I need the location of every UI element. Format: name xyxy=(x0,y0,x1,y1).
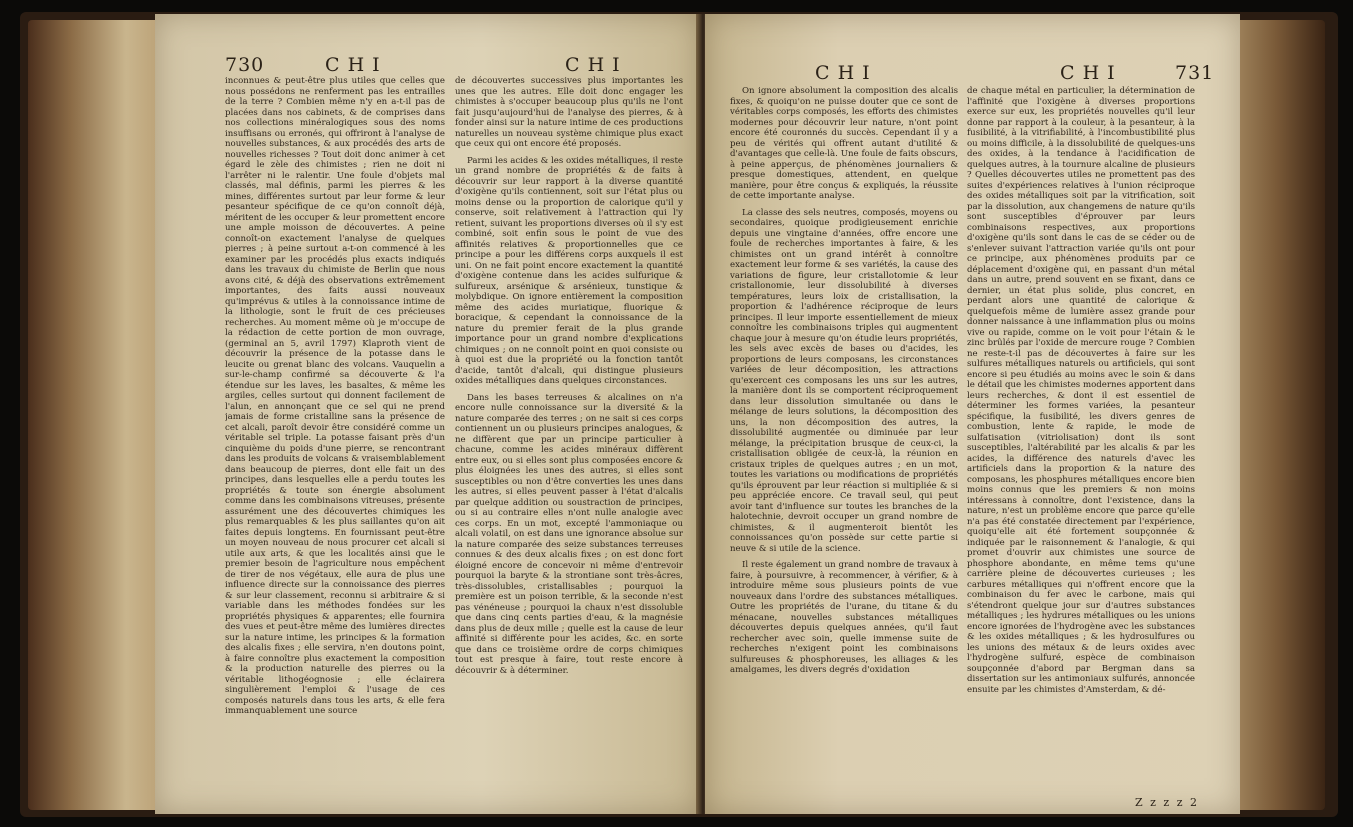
page-number-left: 730 xyxy=(225,54,265,76)
paragraph: inconnues & peut-être plus utiles que celles que nous possédons ne renferment pas les entrailles de la terre ? Combien même n'y en a-t-il pas de placées dans nos cabinets, & de comprises dans nos collections minéralogiques sous des noms insuffisans ou erronés, qui offriront à l'analyse de nouvelles substances, & aux procédés des arts de nouvelles richesses ? Tout doit donc animer à cet égard le zèle des chimistes ; rien ne doit ni l'arrêter ni le ralentir. Une foule d'objets mal classés, mal définis, parmi les pierres & les mines, différentes surtout par leur forme & leur pesanteur spécifique de ce qu'on connoît déjà, méritent de les occuper & leur promettent encore une ample moisson de découvertes. A peine connoît-on exactement l'analyse de quelques pierres ; à peine surtout a-t-on commencé à les examiner par les procédés plus exacts indiqués dans les travaux du chimiste de Berlin que nous avons cité, & déjà des observations extrêmement importantes, des faits aussi nouveaux qu'imprévus & utiles à la connoissance intime de la lithologie, sont le fruit de ces précieuses recherches. Au moment même où je m'occupe de la rédaction de cette portion de mon ouvrage, (germinal an 5, avril 1797) Klaproth vient de découvrir la présence de la potasse dans le leucite ou grenat blanc des volcans. Vauquelin a sur-le-champ confirmé sa découverte & l'a étendue sur les laves, les basaltes, & même les argiles, celles surtout qui donnent facilement de l'alun, en annonçant que ce sel qui ne prend jamais de forme cristalline sans la présence de cet alcali, paroît devoir être considéré comme un véritable sel triple. La potasse faisant près d'un cinquième du poids d'une pierre, se rencontrant dans les produits de volcans & vraisemblablement dans beaucoup de pierres, dont elle fait un des principes, dans lesquelles elle a perdu toutes les propriétés & toute son énergie absolument comme dans les combinaisons vitreuses, présente assurément une des découvertes chimiques les plus remarquables & les plus saillantes qu'on ait faites depuis longtems. En fournissant peut-être un moyen nouveau de nous procurer cet alcali si utile aux arts, & que les localités ainsi que le premier besoin de l'agriculture nous empêchent de tirer de nos végétaux, elle aura de plus une influence directe sur la connoissance des pierres & sur leur classement, reconnu si arbitraire & si variable dans les méthodes fondées sur les propriétés physiques & apparentes; elle fournira des vues et peut-être même des lumières directes sur la nature intime, les principes & la formation des alcalis fixes ; elle servira, n'en doutons point, à faire connoître plus exactement la composition & la production naturelle des pierres ou la véritable lithogéognosie ; elle éclairera singulièrement l'emploi & l'usage de ces composés naturels dans tous les arts, & elle fera immanquablement une source xyxy=(225,76,445,716)
paragraph: Dans les bases terreuses & alcalines on n'a encore nulle connoissance sur la diversité & la nature comparée des terres ; on ne sait si ces corps contiennent un ou plusieurs principes analogues, & ne diffèrent que par un principe particulier à chacune, comme les acides minéraux diffèrent entre eux, ou si elles sont plus composées encore & plus éloignées les unes des autres, si elles sont susceptibles ou non d'être converties les unes dans les autres, si elles peuvent passer à l'état d'alcalis par quelque addition ou soustraction de principes, ou si au contraire elles n'ont nulle analogie avec ces corps. En un mot, excepté l'ammoniaque ou alcali volatil, on est dans une ignorance absolue sur la nature comparée des seize substances terreuses connues & des deux alcalis fixes ; on est donc fort éloigné encore de concevoir ni même d'entrevoir pourquoi la baryte & la strontiane sont très-âcres, très-dissolubles, cristallisables ; pourquoi la première est un poison terrible, & la seconde n'est pas vénéneuse ; pourquoi la chaux n'est dissoluble que dans cinq cents parties d'eau, & la magnésie dans plus de deux mille ; quelle est la cause de leur affinité si différente pour les acides, &c. en sorte que dans ce troisième ordre de corps chimiques tout est presque à faire, tout reste encore à découvrir & à déterminer. xyxy=(455,392,683,676)
left-page-edges xyxy=(28,20,168,810)
paragraph: On ignore absolument la composition des alcalis fixes, & quoiqu'on ne puisse douter que ce sont de véritables corps composés, les efforts des chimistes modernes pour découvrir leur nature, n'ont point encore été couronnés du succès. Cependant il y a peu de vérités qui offrent autant d'utilité & d'avantages que celle-là. Une foule de faits obscurs, à peine apperçus, de phénomènes journaliers & presque domestiques, attendent, en quelque manière, pour être conçus & expliqués, la réussite de cette importante analyse. xyxy=(730,86,958,201)
paragraph: de découvertes successives plus importantes les unes que les autres. Elle doit donc engager les chimistes à s'occuper beaucoup plus qu'ils ne l'ont fait jusqu'aujourd'hui de l'analyse des pierres, & à fonder ainsi sur la nature intime de ces productions naturelles un nouveau système chimique plus exact que ceux qui ont encore été proposés. xyxy=(455,76,683,149)
page-number-right: 731 xyxy=(1175,62,1215,84)
running-head-left-col2: C H I xyxy=(565,54,621,76)
right-page xyxy=(705,14,1240,814)
running-head-right-col1: C H I xyxy=(815,62,871,84)
running-head-right-col2: C H I xyxy=(1060,62,1116,84)
right-page-column-1 xyxy=(730,86,958,806)
left-page-column-1 xyxy=(225,76,445,806)
left-page xyxy=(155,14,700,814)
paragraph: La classe des sels neutres, composés, moyens ou secondaires, quoique prodigieusement enrichie depuis une vingtaine d'années, offre encore une foule de recherches importantes à faire, & les chimistes ont un grand intérêt à connoître exactement leur forme & ses variétés, la cause des variations de figure, leur cristallotomie & leur cristallonomie, leur dissolubilité à diverses températures, leurs loix de cristallisation, la proportion & l'adhérence réciproque de leurs principes. Il leur importe essentiellement de mieux connoître les combinaisons triples qui augmentent chaque jour à mesure qu'on étudie leurs propriétés, les sels avec excès de bases ou d'acides, les proportions de leurs composans, les circonstances variées de leur décomposition, les attractions qu'exercent ces composans les uns sur les autres, la manière dont ils se comportent réciproquement dans leur dissolution simultanée ou dans le mélange de leurs solutions, la décomposition des uns, la non décomposition des autres, la dissolubilité augmentée ou diminuée par leur mélange, la précipitation brusque de ceux-ci, la cristallisation obligée de ceux-là, la réunion en cristaux triples de quelques autres ; en un mot, toutes les variations ou modifications de propriétés qu'ils éprouvent par leur réaction si multipliée & si peu appréciée encore. Ce travail seul, qui peut avoir tant d'influence sur toutes les branches de la halotechnie, devroit occuper un grand nombre de chimistes, & il augmenteroit bientôt les connoissances qu'on possède sur cette partie si neuve & si utile de la science. xyxy=(730,207,958,554)
left-page-column-2 xyxy=(455,76,683,806)
paragraph: Parmi les acides & les oxides métalliques, il reste un grand nombre de propriétés & de faits à découvrir sur leur rapport à la diverse quantité d'oxigène qu'ils contiennent, soit sur l'état plus ou moins dense ou la proportion de calorique qu'il y conserve, soit relativement à l'attraction qui l'y retient, suivant les proportions diverses où il s'y est combiné, soit enfin sous le point de vue des affinités relatives & proportionnelles que ce principe a pour les différens corps auxquels il est uni. On ne fait point encore exactement la quantité d'oxigène contenue dans les acides sulfurique & sulfureux, arsénique & arsénieux, tunstique & molybdique. On ignore entièrement la composition même des acides muriatique, fluorique & boracique, & cependant la connoissance de la nature du premier ferait de la plus grande importance pour un grand nombre d'explications chimiques ; on ne connoît point en quoi consiste ou à quoi est due la propriété ou la fonction tantôt d'acide, tantôt d'alcali, qui distingue plusieurs oxides métalliques dans quelques circonstances. xyxy=(455,155,683,386)
right-page-column-2 xyxy=(967,86,1195,791)
paragraph: de chaque métal en particulier, la détermination de l'affinité que l'oxigène à diverses proportions exerce sur eux, les propriétés nouvelles qu'il leur donne par rapport à la couleur, à la pesanteur, à la fusibilité, à la vitrifiabilité, à l'incombustibilité plus ou moins difficile, à la dissolubilité de quelques-uns des oxides, à la tendance à l'acidification de quelques autres, à la tournure alcaline de plusieurs ? Quelles découvertes utiles ne promettent pas des suites d'expériences relatives à l'union réciproque des oxides métalliques soit par la vitrification, soit par la dissolution, aux changemens de nature qu'ils sont susceptibles d'éprouver par leurs combinaisons respectives, aux proportions d'oxigène qu'ils sont dans le cas de se céder ou de s'enlever suivant l'attraction variée qu'ils ont pour ce principe, aux phénomènes produits par ce déplacement d'oxigène qui, en passant d'un métal dans un autre, prend souvent en se fixant, dans ce dernier, un état plus solide, plus concret, en perdant alors une quantité de calorique & quelquefois même de lumière assez grande pour donner naissance à une inflammation plus ou moins vive ou rapide, comme on le voit pour l'étain & le zinc brûlés par l'oxide de mercure rouge ? Combien ne reste-t-il pas de découvertes à faire sur les sulfures métalliques naturels ou artificiels, qui sont encore si peu étudiés au moins avec le soin & dans le détail que les chimistes modernes apportent dans leurs recherches, & dont il est essentiel de déterminer les formes variées, la pesanteur spécifique, la fusibilité, les divers genres de combustion, lente & rapide, le mode de sulfatisation (vitriolisation) dont ils sont susceptibles, l'altérabilité par les alcalis & par les acides, la différence des naturels d'avec les artificiels dans la proportion & la nature des composans, les phosphures métalliques encore bien moins connus que les premiers & non moins intéressans à connoître, dont l'existence, dans la nature, n'est un problème encore que parce qu'elle n'a pas été constatée directement par l'expérience, quoiqu'elle ait été fortement soupçonnée & indiquée par le raisonnement & l'analogie, & qui promet d'ouvrir aux chimistes une source de phosphore abondante, en même tems qu'une carrière pleine de découvertes curieuses ; les carbures métalliques qui n'offrent encore que la combinaison du fer avec le carbone, mais qui s'étendront quelque jour sur d'autres substances métalliques ; les hydrures métalliques ou les unions encore ignorées de l'hydrogène avec les substances & les oxides métalliques ; & les hydrosulfures ou les unions des métaux & de leurs oxides avec l'hydrogène sulfuré, espèce de combinaison soupçonnée d'abord par Bergman dans sa dissertation sur les antimoniaux sulfurés, annoncée ensuite par les chimistes d'Amsterdam, & dé- xyxy=(967,86,1195,695)
paragraph: Il reste également un grand nombre de travaux à faire, à poursuivre, à recommencer, à vérifier, & à introduire même sous plusieurs points de vue nouveaux dans l'ordre des substances métalliques. Outre les propriétés de l'urane, du titane & du ménacane, nouvelles substances métalliques découvertes depuis quelques années, qu'il faut rechercher avec soin, quelle immense suite de recherches n'exigent point les combinaisons sulfureuses & phosphoreuses, les alliages & les amalgames, les divers degrés d'oxidation xyxy=(730,560,958,675)
running-head-left-col1: C H I xyxy=(325,54,381,76)
signature-mark: Z z z z 2 xyxy=(1135,796,1200,809)
